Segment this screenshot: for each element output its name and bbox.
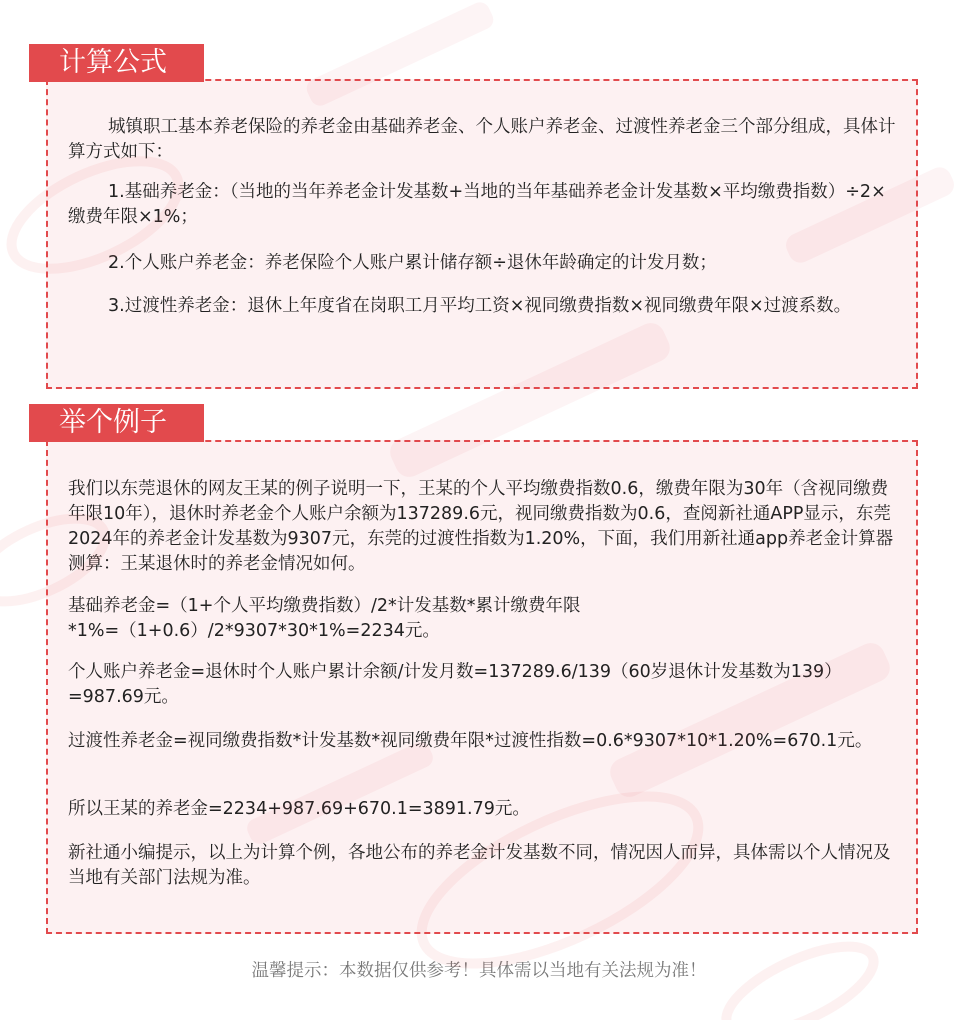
example-basic-pension-line1: 基础养老金=（1+个人平均缴费指数）/2*计发基数*累计缴费年限 [68,596,581,616]
formula-personal-account: 2.个人账户养老金：养老保险个人账户累计储存额÷退休年龄确定的计发月数； [108,253,717,273]
example-transitional: 过渡性养老金=视同缴费指数*计发基数*视同缴费年限*过渡性指数=0.6*9307*10*1.20%=670.1元。 [68,731,873,751]
example-box [46,440,918,934]
section-tab-example: 举个例子 [29,404,204,442]
example-total: 所以王某的养老金=2234+987.69+670.1=3891.79元。 [68,799,530,819]
formula-intro: 城镇职工基本养老保险的养老金由基础养老金、个人账户养老金、过渡性养老金三个部分组成，具体计算方式如下： [68,117,896,162]
formula-basic-pension: 1.基础养老金：（当地的当年养老金计发基数+当地的当年基础养老金计发基数×平均缴费指数）÷2×缴费年限×1%； [68,182,886,227]
section-tab-formula: 计算公式 [29,44,204,82]
footer-note: 温馨提示：本数据仅供参考！具体需以当地有关法规为准！ [251,961,707,981]
example-personal-account: 个人账户养老金=退休时个人账户累计余额/计发月数=137289.6/139（60岁退休计发基数为139）=987.69元。 [68,662,842,707]
example-intro: 我们以东莞退休的网友王某的例子说明一下，王某的个人平均缴费指数0.6，缴费年限为30年（含视同缴费年限10年），退休时养老金个人账户余额为137289.6元，视同缴费指数为0.6，查阅新社通APP显示，东莞2024年的养老金计发基数为9307元，东莞的过渡性指数为1.20%，下面，我们用新社通app养老金计算器测算：王某退休时的养老金情况如何。 [68,479,894,574]
example-editor-note: 新社通小编提示，以上为计算个例，各地公布的养老金计发基数不同，情况因人而异，具体需以个人情况及当地有关部门法规为准。 [68,843,891,888]
formula-box [46,79,918,389]
formula-transitional: 3.过渡性养老金：退休上年度省在岗职工月平均工资×视同缴费指数×视同缴费年限×过渡系数。 [108,296,852,316]
example-basic-pension-line2: *1%=（1+0.6）/2*9307*30*1%=2234元。 [68,621,440,641]
